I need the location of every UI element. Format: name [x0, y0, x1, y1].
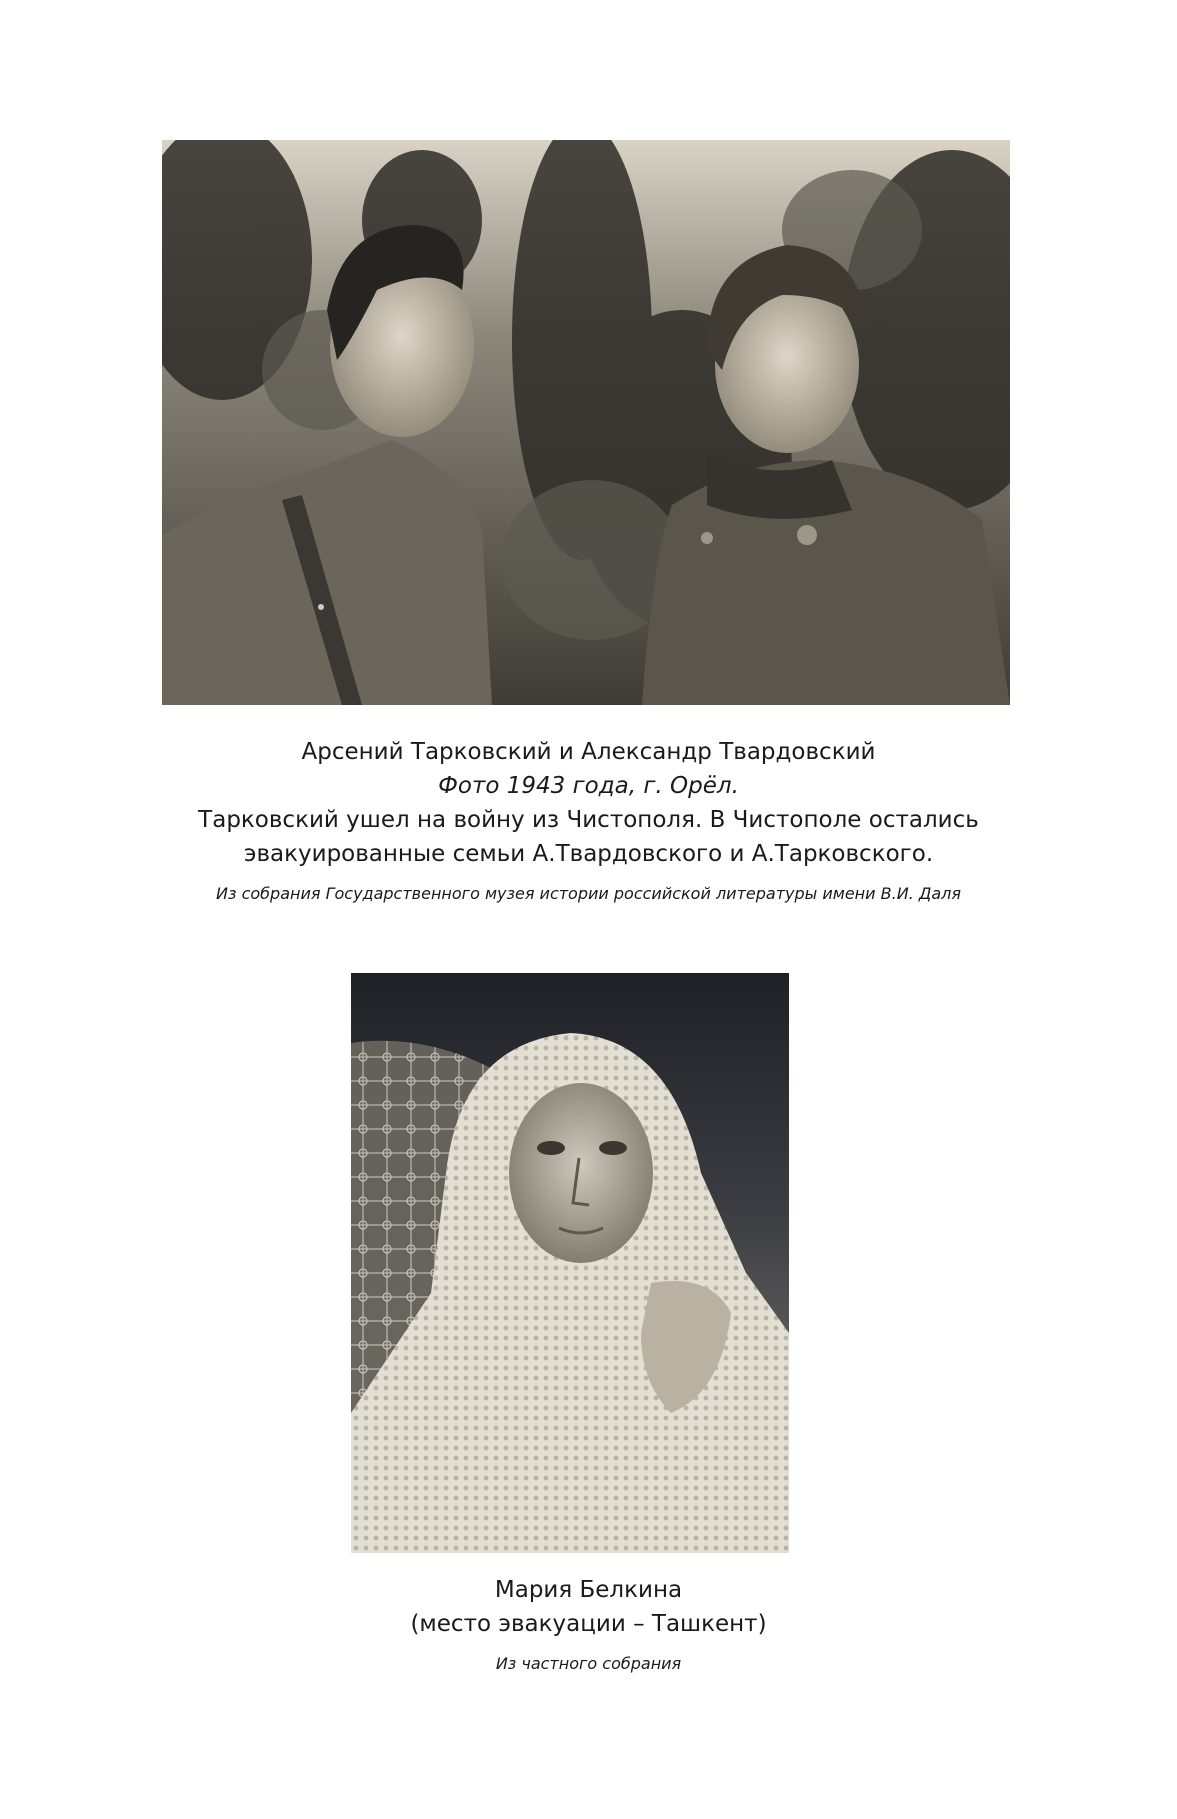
photo1-caption-text-2: эвакуированные семьи А.Твардовского и А.Тарковского. [243, 841, 934, 867]
photo-maria-belkina [351, 973, 789, 1553]
photo2-caption-name: Мария Белкина [494, 1577, 683, 1603]
photo1-caption-date: Фото 1943 года, г. Орёл. [438, 773, 739, 799]
photo1-caption-names: Арсений Тарковский и Александр Твардовский [301, 739, 876, 765]
photo1-source: Из собрания Государственного музея истории российской литературы имени В.И. Даля [216, 884, 961, 903]
photo2-source: Из частного собрания [495, 1654, 682, 1673]
photo2-caption-evacuation: (место эвакуации – Ташкент) [410, 1611, 767, 1637]
photo1-caption-text-1: Тарковский ушел на войну из Чистополя. В Чистополе остались [198, 807, 979, 833]
photo-tarkovsky-tvardovsky [162, 140, 1010, 705]
